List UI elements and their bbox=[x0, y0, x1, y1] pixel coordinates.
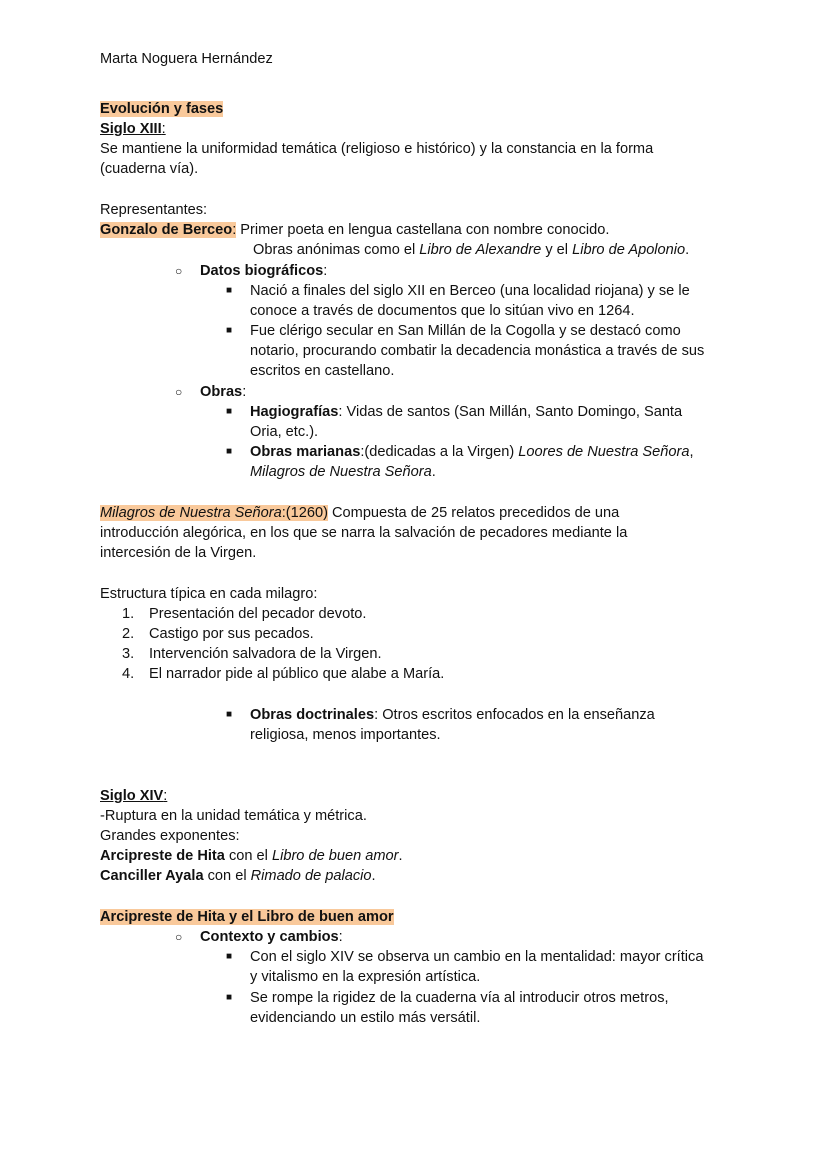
datos-1-line-1: Nació a finales del siglo XII en Berceo (una localidad riojana) y se le bbox=[250, 283, 690, 299]
milagros-line-1 bbox=[100, 503, 619, 523]
doctrinales-text: : Otros escritos enfocados en la enseñanza bbox=[374, 707, 655, 723]
heading-evolucion: Evolución y fases bbox=[100, 101, 224, 117]
obras-label: Obras bbox=[200, 384, 243, 400]
book-apolonio: Libro de Apolonio bbox=[572, 242, 686, 258]
milagros-year: :(1260) bbox=[281, 505, 328, 521]
obras-colon: : bbox=[242, 384, 247, 400]
ruptura-line: -Ruptura en la unidad temática y métrica. bbox=[100, 808, 367, 824]
anonimas-line bbox=[253, 240, 689, 260]
step-text: Intervención salvadora de la Virgen. bbox=[149, 646, 382, 662]
datos-heading bbox=[200, 261, 327, 281]
estructura-label: Estructura típica en cada milagro: bbox=[100, 586, 318, 602]
intro-line-1: Se mantiene la uniformidad temática (religioso e histórico) y la constancia en la forma bbox=[100, 141, 654, 157]
square-bullet-icon: ■ bbox=[226, 446, 233, 457]
circle-bullet-icon: ○ bbox=[175, 385, 183, 399]
circle-bullet-icon: ○ bbox=[175, 264, 183, 278]
marianas-dot: . bbox=[431, 464, 436, 480]
square-bullet-icon: ■ bbox=[226, 709, 233, 720]
doctrinales-label: Obras doctrinales bbox=[250, 707, 375, 723]
hagio-line-1 bbox=[250, 402, 682, 422]
obras-heading bbox=[200, 382, 246, 402]
exponentes-label: Grandes exponentes: bbox=[100, 828, 240, 844]
datos-2-line-1: Fue clérigo secular en San Millán de la Cogolla y se destacó como bbox=[250, 323, 681, 339]
anon-mid: y el bbox=[541, 242, 573, 258]
marianas-line-1 bbox=[250, 442, 694, 462]
hagio-line-2: Oria, etc.). bbox=[250, 424, 319, 440]
heading-hita: Arcipreste de Hita y el Libro de buen amor bbox=[100, 909, 394, 925]
milagros-line-2: introducción alegórica, en los que se narra la salvación de pecadores mediante la bbox=[100, 525, 628, 541]
book-loores: Loores de Nuestra Señora bbox=[518, 444, 690, 460]
hita-mid: con el bbox=[224, 848, 272, 864]
marianas-line-2 bbox=[250, 462, 436, 482]
ayala-line bbox=[100, 866, 376, 886]
hagio-label: Hagiografías bbox=[250, 404, 339, 420]
step-text: Presentación del pecador devoto. bbox=[149, 606, 367, 622]
book-rimado: Rimado de palacio bbox=[250, 868, 372, 884]
datos-2-line-3: escritos en castellano. bbox=[250, 363, 395, 379]
contexto-2-line-2: evidenciando un estilo más versátil. bbox=[250, 1010, 481, 1026]
section-title-evolucion bbox=[100, 99, 223, 119]
square-bullet-icon: ■ bbox=[226, 951, 233, 962]
marianas-label: Obras marianas bbox=[250, 444, 361, 460]
milagros-desc: Compuesta de 25 relatos precedidos de una bbox=[327, 505, 620, 521]
contexto-1-line-2: y vitalismo en la expresión artística. bbox=[250, 969, 481, 985]
doctrinales-line-1 bbox=[250, 705, 655, 725]
step-number: 1. bbox=[122, 606, 135, 622]
hita-name: Arcipreste de Hita bbox=[100, 848, 225, 864]
period-colon: : bbox=[161, 121, 166, 137]
period-heading-xiv bbox=[100, 786, 167, 806]
period-xiv: Siglo XIV bbox=[100, 788, 164, 804]
datos-2-line-2: notario, procurando combatir la decadencia monástica a través de sus bbox=[250, 343, 705, 359]
ayala-dot: . bbox=[371, 868, 376, 884]
berceo-colon: : bbox=[232, 222, 237, 238]
book-alexandre: Libro de Alexandre bbox=[419, 242, 542, 258]
period-xiii: Siglo XIII bbox=[100, 121, 162, 137]
datos-1-line-2: conoce a través de documentos que lo sitúan vivo en 1264. bbox=[250, 303, 635, 319]
doctrinales-line-2: religiosa, menos importantes. bbox=[250, 727, 441, 743]
period-heading-xiii bbox=[100, 119, 166, 139]
contexto-2-line-1: Se rompe la rigidez de la cuaderna vía al introducir otros metros, bbox=[250, 990, 669, 1006]
step-number: 4. bbox=[122, 666, 135, 682]
square-bullet-icon: ■ bbox=[226, 285, 233, 296]
section-title-hita bbox=[100, 907, 394, 927]
datos-label: Datos biográficos bbox=[200, 263, 324, 279]
step-number: 3. bbox=[122, 646, 135, 662]
author-name: Marta Noguera Hernández bbox=[100, 51, 273, 67]
step-text: El narrador pide al público que alabe a María. bbox=[149, 666, 445, 682]
berceo-line bbox=[100, 220, 609, 240]
square-bullet-icon: ■ bbox=[226, 406, 233, 417]
step-number: 2. bbox=[122, 626, 135, 642]
milagros-line-3: intercesión de la Virgen. bbox=[100, 545, 257, 561]
marianas-text: :(dedicadas a la Virgen) bbox=[360, 444, 519, 460]
marianas-comma: , bbox=[689, 444, 694, 460]
book-buen-amor: Libro de buen amor bbox=[271, 848, 399, 864]
berceo-desc: Primer poeta en lengua castellana con nombre conocido. bbox=[236, 222, 610, 238]
square-bullet-icon: ■ bbox=[226, 992, 233, 1003]
contexto-colon: : bbox=[338, 929, 343, 945]
contexto-heading bbox=[200, 927, 343, 947]
hita-line bbox=[100, 846, 403, 866]
anon-pre: Obras anónimas como el bbox=[253, 242, 420, 258]
step-text: Castigo por sus pecados. bbox=[149, 626, 314, 642]
book-milagros: Milagros de Nuestra Señora bbox=[250, 464, 432, 480]
representantes-label: Representantes: bbox=[100, 202, 208, 218]
ayala-mid: con el bbox=[203, 868, 251, 884]
period-xiv-colon: : bbox=[163, 788, 168, 804]
contexto-label: Contexto y cambios bbox=[200, 929, 339, 945]
hagio-text: : Vidas de santos (San Millán, Santo Domingo, Santa bbox=[338, 404, 683, 420]
circle-bullet-icon: ○ bbox=[175, 930, 183, 944]
anon-end: . bbox=[685, 242, 690, 258]
hita-dot: . bbox=[398, 848, 403, 864]
square-bullet-icon: ■ bbox=[226, 325, 233, 336]
contexto-1-line-1: Con el siglo XIV se observa un cambio en la mentalidad: mayor crítica bbox=[250, 949, 704, 965]
milagros-highlight bbox=[100, 505, 328, 521]
ayala-name: Canciller Ayala bbox=[100, 868, 204, 884]
berceo-name: Gonzalo de Berceo bbox=[100, 222, 233, 238]
intro-line-2: (cuaderna vía). bbox=[100, 161, 199, 177]
milagros-title: Milagros de Nuestra Señora bbox=[100, 505, 282, 521]
datos-colon: : bbox=[323, 263, 328, 279]
